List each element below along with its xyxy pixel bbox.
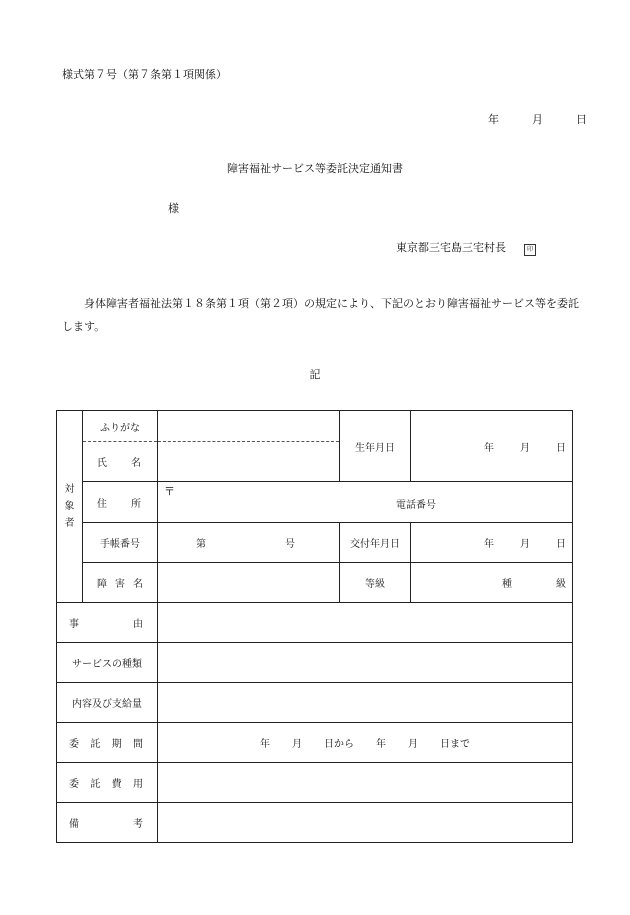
period-year-start: 年 bbox=[260, 739, 270, 750]
period-day-from: 日から bbox=[324, 739, 354, 750]
grade-field[interactable] bbox=[411, 563, 573, 603]
period-field[interactable] bbox=[158, 723, 573, 763]
issue-date-label: 交付年月日 bbox=[340, 523, 411, 563]
reason-field[interactable] bbox=[158, 603, 573, 643]
period-month-start: 月 bbox=[292, 739, 302, 750]
phone-label: 電話番号 bbox=[396, 500, 436, 511]
address-label: 住 所 bbox=[83, 482, 158, 523]
period-year-end: 年 bbox=[376, 739, 386, 750]
content-amount-field[interactable] bbox=[158, 683, 573, 723]
number-prefix: 第 bbox=[196, 539, 206, 550]
birthdate-label: 生年月日 bbox=[340, 411, 411, 482]
issuer-name: 東京都三宅島三宅村長 bbox=[396, 241, 506, 254]
remarks-label: 備 考 bbox=[57, 803, 158, 843]
remarks-field[interactable] bbox=[158, 803, 573, 843]
birthdate-field[interactable] bbox=[411, 411, 573, 482]
issue-date-field[interactable] bbox=[411, 523, 573, 563]
postal-mark: 〒 bbox=[164, 485, 175, 498]
number-suffix: 号 bbox=[285, 539, 295, 550]
name-field[interactable] bbox=[158, 442, 340, 482]
date-month: 月 bbox=[532, 113, 543, 126]
disability-name-field[interactable] bbox=[158, 563, 340, 603]
content-amount-label: 内容及び支給量 bbox=[57, 683, 158, 723]
grade-suffix: 級 bbox=[556, 579, 566, 590]
handbook-number-field[interactable] bbox=[158, 523, 340, 563]
date-day: 日 bbox=[576, 113, 587, 126]
addressee: 様 bbox=[168, 202, 179, 215]
reason-label: 事 由 bbox=[57, 603, 158, 643]
furigana-field[interactable] bbox=[158, 411, 340, 442]
notice-table bbox=[56, 410, 573, 843]
issue-month: 月 bbox=[520, 539, 530, 550]
issuer bbox=[396, 239, 536, 256]
furigana-label: ふりがな bbox=[83, 411, 158, 442]
cost-label: 委 託 費 用 bbox=[57, 763, 158, 803]
birth-day: 日 bbox=[556, 442, 566, 454]
service-type-label: サービスの種類 bbox=[57, 643, 158, 683]
issue-year: 年 bbox=[484, 539, 494, 550]
name-label: 氏 名 bbox=[83, 442, 158, 482]
birth-year: 年 bbox=[484, 442, 494, 454]
body-paragraph bbox=[62, 292, 582, 338]
seal-mark: 印 bbox=[524, 244, 536, 256]
form-number-label: 様式第７号（第７条第１項関係） bbox=[62, 68, 227, 81]
issue-date-line bbox=[488, 111, 587, 127]
type-label: 種 bbox=[502, 579, 512, 590]
disability-name-label: 障 害 名 bbox=[83, 563, 158, 603]
birth-month: 月 bbox=[520, 442, 530, 454]
address-field[interactable] bbox=[158, 482, 573, 523]
subject-group-label: 対 象 者 bbox=[57, 411, 83, 603]
issue-day: 日 bbox=[556, 539, 566, 550]
grade-label: 等級 bbox=[340, 563, 411, 603]
date-year: 年 bbox=[488, 113, 499, 126]
ki-heading: 記 bbox=[309, 368, 321, 381]
service-type-field[interactable] bbox=[158, 643, 573, 683]
handbook-number-label: 手帳番号 bbox=[83, 523, 158, 563]
document-title: 障害福祉サービス等委託決定通知書 bbox=[227, 162, 403, 175]
body-text: 身体障害者福祉法第１８条第１項（第２項）の規定により、下記のとおり障害福祉サービス等を委託します。 bbox=[62, 297, 579, 333]
period-day-until: 日まで bbox=[440, 739, 470, 750]
period-month-end: 月 bbox=[408, 739, 418, 750]
period-label: 委 託 期 間 bbox=[57, 723, 158, 763]
cost-field[interactable] bbox=[158, 763, 573, 803]
